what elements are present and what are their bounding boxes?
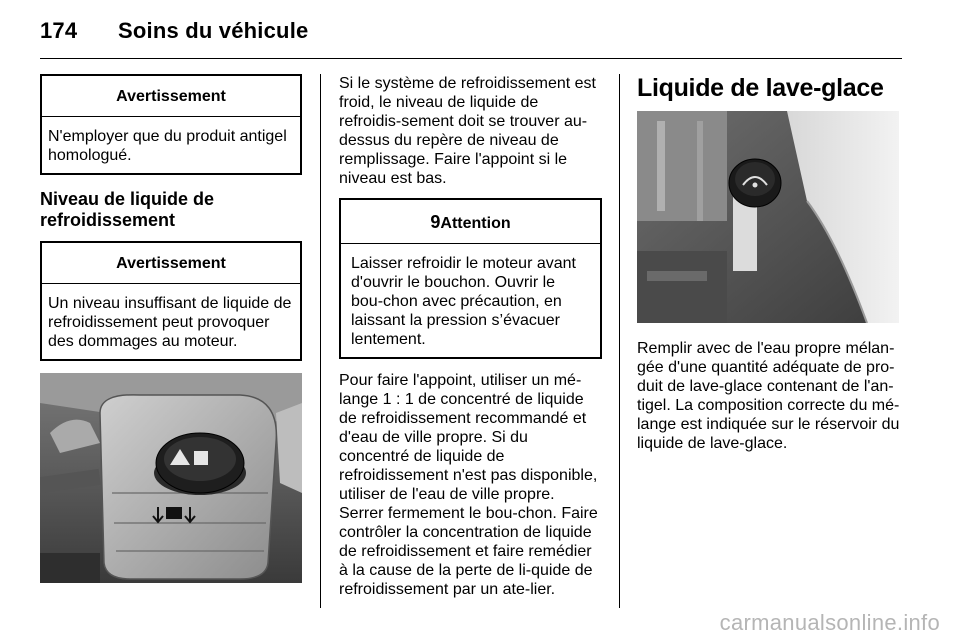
warning-box-coolant [40,241,302,361]
column-3 [637,74,901,453]
column-2 [339,74,602,599]
warning-title: Avertissement [42,243,300,284]
column-1 [40,74,302,583]
warning-title: Avertissement [42,76,300,117]
attention-text: Laisser refroidir le moteur avant d'ouvrir le bouchon. Ouvrir le bou-chon avec précaution, en laissant la pression s’évacuer lentement. [351,255,576,348]
column-divider [320,74,321,608]
warning-triangle-icon: 9 [430,212,441,232]
coolant-intro-text: Si le système de refroidissement est froid, le niveau de liquide de refroidis-sement doit se trouver au-dessus du repère de niveau de remplissage. Faire l'appoint si le niveau est bas. [339,75,596,187]
header-rule [40,58,902,59]
washer-fluid-instructions: Remplir avec de l'eau propre mélan-gée d'une quantité adéquate de pro-duit de lave-glace contenant de l'an-tigel. La composition correcte du mé-lange est indiquée sur le réservoir du liquide de lave-glace. [637,340,900,452]
warning-box-antifreeze [40,74,302,175]
warning-text: N'employer que du produit antigel homologué. [48,128,287,164]
page-title: Soins du véhicule [118,18,309,43]
attention-box [339,198,602,359]
column-divider [619,74,620,608]
washer-fluid-heading: Liquide de lave-glace [637,74,884,102]
page-header [40,18,308,44]
refill-instructions: Pour faire l'appoint, utiliser un mé-lange 1 : 1 de concentré de liquide de refroidissement recommandé et d'eau de ville propre. Si du concentré de liquide de refroidissement n'est pas disponible, utiliser de l'eau de ville propre. Serrer fermement le bou-chon. Faire contrôler la concentration de liquide de refroidissement et faire remédier à la cause de la perte de li-quide de refroidissement par un ate-lier. [339,372,598,598]
warning-text: Un niveau insuffisant de liquide de refroidissement peut provoquer des dommages au moteur. [48,295,292,350]
attention-label: Attention [440,215,511,232]
watermark: carmanualsonline.info [719,610,940,635]
washer-reservoir-photo [637,111,899,323]
attention-title [341,200,600,244]
coolant-level-heading: Niveau de liquide de refroidissement [40,189,215,230]
coolant-reservoir-photo [40,373,302,583]
page-number: 174 [40,18,78,43]
